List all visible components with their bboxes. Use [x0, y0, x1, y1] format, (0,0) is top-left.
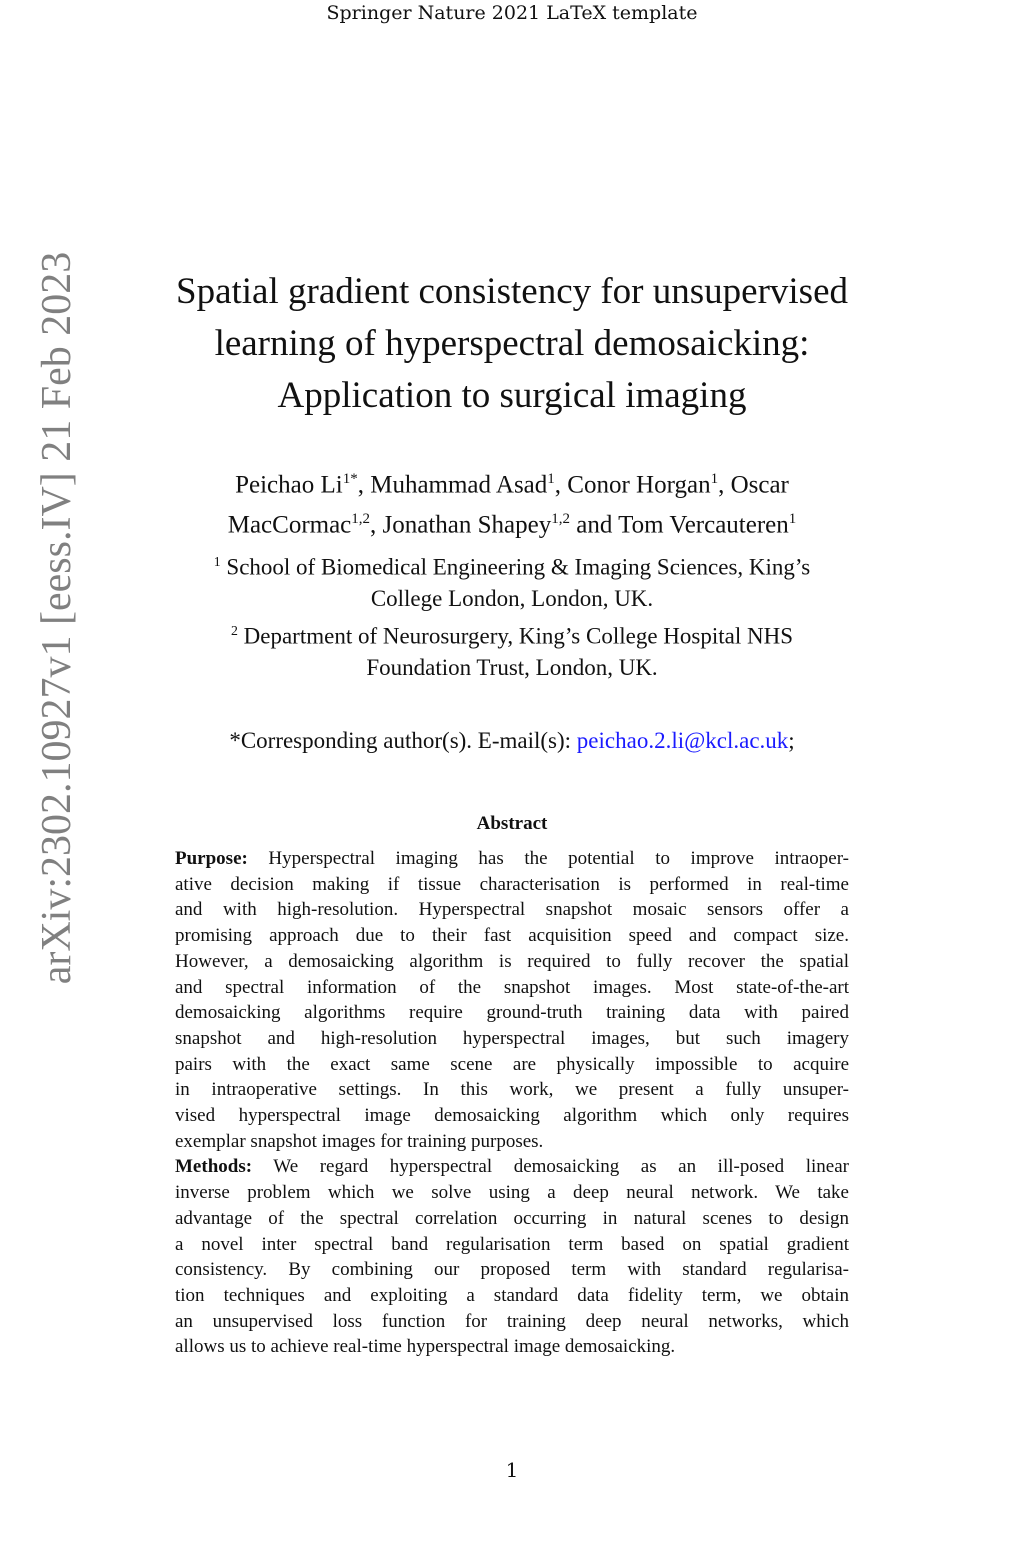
author-list [0, 462, 1024, 543]
page-number: 1 [505, 1458, 519, 1482]
abstract-section-label: Methods: [175, 1156, 253, 1178]
author-affil-mark: 1 [788, 511, 797, 528]
title-line: Spatial gradient consistency for unsupervised [176, 271, 848, 312]
affiliation-text: Foundation Trust, London, UK. [366, 654, 658, 680]
abstract-line [175, 1103, 849, 1129]
abstract-line-text: in intraoperative settings. In this work, we present a fully unsuper- [175, 1079, 849, 1101]
abstract-heading: Abstract [476, 813, 548, 834]
author-name: MacCormac [227, 511, 352, 539]
corresponding-author [0, 728, 1024, 754]
abstract-line-text: an unsupervised loss function for training deep neural networks, which [175, 1310, 849, 1332]
abstract-line-text: exemplar snapshot images for training purposes. [175, 1130, 544, 1152]
abstract-line [175, 1180, 849, 1206]
corresponding-suffix: ; [788, 728, 795, 753]
abstract-line-text: We regard hyperspectral demosaicking as an ill-posed linear [252, 1156, 849, 1178]
abstract-line [175, 1232, 849, 1258]
author-line [0, 502, 1024, 542]
abstract-line-text: Hyperspectral imaging has the potential to improve intraoper- [247, 848, 849, 869]
affil-mark: 1 [213, 554, 221, 569]
abstract-line [175, 1283, 849, 1309]
abstract-line [175, 949, 849, 975]
abstract-line-text: ative decision making if tissue characterisation is performed in real-time [175, 873, 849, 895]
abstract-line-text: promising approach due to their fast acquisition speed and compact size. [175, 925, 849, 947]
abstract-line-text: allows us to achieve real-time hyperspectral image demosaicking. [175, 1336, 676, 1358]
abstract-line [175, 1334, 849, 1360]
abstract-line [175, 923, 849, 949]
author-affil-mark: 1 [547, 471, 555, 487]
author-name: Peichao Li [235, 471, 343, 499]
affiliation-text: Department of Neurosurgery, King’s College Hospital NHS [243, 623, 793, 649]
corresponding-label: *Corresponding author(s). E-mail(s): [229, 728, 577, 753]
abstract-line [175, 1052, 849, 1078]
abstract-line [175, 1154, 849, 1180]
abstract-line [175, 1309, 849, 1335]
abstract-line [175, 897, 849, 923]
abstract-line-text: pairs with the exact same scene are physically impossible to acquire [175, 1053, 849, 1075]
abstract-line [175, 975, 849, 1001]
abstract-line [175, 1257, 849, 1283]
abstract-line [175, 872, 849, 898]
email-link[interactable]: peichao.2.li@kcl.ac.uk [576, 728, 789, 753]
author-name: , Conor Horgan [554, 471, 711, 499]
abstract-line [175, 1026, 849, 1052]
author-affil-mark: 1* [342, 471, 358, 487]
affil-mark: 2 [230, 622, 238, 638]
abstract-line [175, 846, 849, 872]
affiliation-text: College London, London, UK. [370, 586, 654, 612]
running-header: Springer Nature 2021 LaTeX template [326, 2, 698, 24]
abstract-line-text: However, a demosaicking algorithm is required to fully recover the spatial [175, 950, 849, 972]
abstract-line [175, 1206, 849, 1232]
author-name: , Muhammad Asad [357, 471, 548, 499]
abstract-line-text: advantage of the spectral correlation occurring in natural scenes to design [175, 1207, 849, 1229]
abstract-line-text: tion techniques and exploiting a standard data fidelity term, we obtain [175, 1284, 849, 1306]
affiliations [0, 546, 1024, 683]
title-line: learning of hyperspectral demosaicking: [214, 323, 810, 364]
abstract-line-text: demosaicking algorithms require ground-truth training data with paired [175, 1002, 849, 1024]
arxiv-stamp[interactable]: arXiv:2302.10927v1 [eess.IV] 21 Feb 2023 [34, 251, 80, 985]
abstract-line [175, 1129, 849, 1155]
author-affil-mark: 1,2 [351, 511, 371, 528]
abstract-body [175, 846, 849, 1360]
abstract-line [175, 1000, 849, 1026]
author-affil-mark: 1,2 [551, 511, 570, 528]
abstract-section-label: Purpose: [175, 848, 248, 869]
paper-title [0, 266, 1024, 422]
author-name: and Tom Vercauteren [570, 511, 789, 539]
abstract-line-text: and spectral information of the snapshot images. Most state-of-the-art [175, 976, 849, 998]
author-name: , Jonathan Shapey [370, 511, 552, 539]
affiliation-text: School of Biomedical Engineering & Imaging Sciences, King’s [226, 554, 811, 580]
abstract-line-text: a novel inter spectral band regularisation term based on spatial gradient [175, 1233, 849, 1255]
abstract-line-text: snapshot and high-resolution hyperspectral images, but such imagery [175, 1027, 849, 1049]
abstract-line-text: and with high-resolution. Hyperspectral snapshot mosaic sensors offer a [175, 899, 849, 921]
author-line [0, 462, 1024, 502]
abstract-line-text: consistency. By combining our proposed term with standard regularisa- [175, 1259, 849, 1281]
abstract-line [175, 1077, 849, 1103]
abstract-line-text: vised hyperspectral image demosaicking algorithm which only requires [175, 1105, 849, 1127]
abstract-line-text: inverse problem which we solve using a deep neural network. We take [175, 1182, 849, 1204]
author-affil-mark: 1 [710, 471, 719, 487]
author-name: , Oscar [718, 471, 789, 499]
title-line: Application to surgical imaging [277, 375, 747, 416]
